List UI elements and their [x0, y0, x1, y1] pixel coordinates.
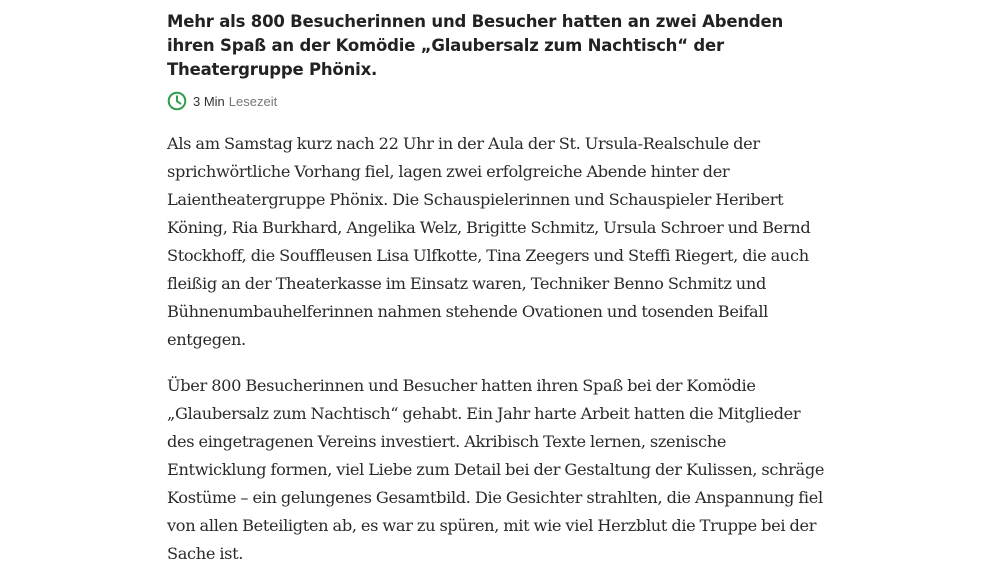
article [167, 10, 827, 568]
reading-time-value: 3 Min [193, 93, 225, 109]
reading-time [167, 90, 827, 112]
article-lead: Mehr als 800 Besucherinnen und Besucher hatten an zwei Abenden ihren Spaß an der Komödie „Glaubersalz zum Nachtisch“ der Theatergruppe Phönix. [167, 12, 784, 79]
article-paragraph: Als am Samstag kurz nach 22 Uhr in der Aula der St. Ursula-Realschule der sprichwörtliche Vorhang fiel, lagen zwei erfolgreiche Abende hinter der Laientheatergruppe Phönix. Die Schauspielerinnen und Schauspieler Heribert Köning, Ria Burkhard, Angelika Welz, Brigitte Schmitz, Ursula Schroer und Bernd Stockhoff, die Souffleusen Lisa Ulfkotte, Tina Zeegers und Steffi Riegert, die auch fleißig an der Theaterkasse im Einsatz waren, Techniker Benno Schmitz und Bühnenumbauhelferinnen nahmen stehende Ovationen und tosenden Beifall entgegen. [167, 134, 811, 349]
reading-time-label: Lesezeit [228, 93, 278, 109]
article-paragraph: Über 800 Besucherinnen und Besucher hatten ihren Spaß bei der Komödie „Glaubersalz zum Nachtisch“ gehabt. Ein Jahr harte Arbeit hatten die Mitglieder des eingetragenen Vereins investiert. Akribisch Texte lernen, szenische Entwicklung formen, viel Liebe zum Detail bei der Gestaltung der Kulissen, schräge Kostüme – ein gelungenes Gesamtbild. Die Gesichter strahlten, die Anspannung fiel von allen Beteiligten ab, es war zu spüren, mit wie viel Herzblut die Truppe bei der Sache ist. [167, 376, 825, 563]
clock-icon [167, 91, 187, 111]
